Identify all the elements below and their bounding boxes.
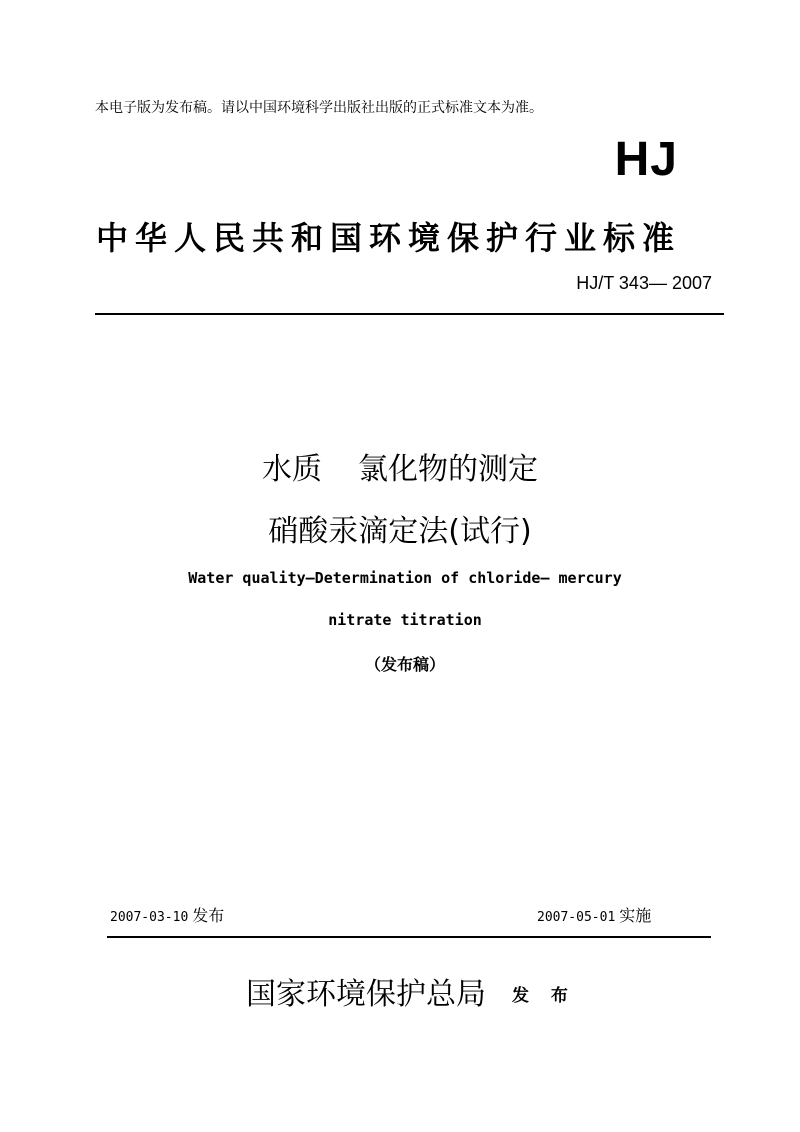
organization-title: 中华人民共和国环境保护行业标准 bbox=[96, 219, 682, 257]
top-divider bbox=[95, 313, 724, 315]
implement-date: 2007-05-01 bbox=[537, 910, 616, 925]
implement-label: 实施 bbox=[619, 906, 652, 925]
hj-standard-logo: HJ bbox=[614, 133, 678, 186]
english-title-line-1: Water quality—Determination of chloride— mercury bbox=[188, 569, 622, 587]
draft-tag: （发布稿） bbox=[364, 655, 445, 674]
publish-date: 2007-03-10 bbox=[110, 910, 189, 925]
bottom-divider bbox=[107, 936, 711, 938]
publish-date-block bbox=[110, 903, 224, 926]
publish-label: 发布 bbox=[192, 906, 225, 925]
chinese-title-topic: 氯化物的测定 bbox=[358, 452, 538, 487]
chinese-title-line-1 bbox=[0, 444, 800, 488]
chinese-title-subject: 水质 bbox=[262, 452, 322, 487]
standard-number: HJ/T 343— 2007 bbox=[576, 273, 712, 293]
english-title-line-2: nitrate titration bbox=[328, 611, 482, 629]
implement-date-block bbox=[537, 903, 651, 926]
issuing-authority: 国家环境保护总局 bbox=[246, 977, 486, 1012]
chinese-title-line-2: 硝酸汞滴定法(试行) bbox=[268, 514, 532, 549]
issuing-action: 发 布 bbox=[512, 986, 576, 1006]
electronic-version-notice: 本电子版为发布稿。请以中国环境科学出版社出版的正式标准文本为准。 bbox=[95, 100, 543, 116]
